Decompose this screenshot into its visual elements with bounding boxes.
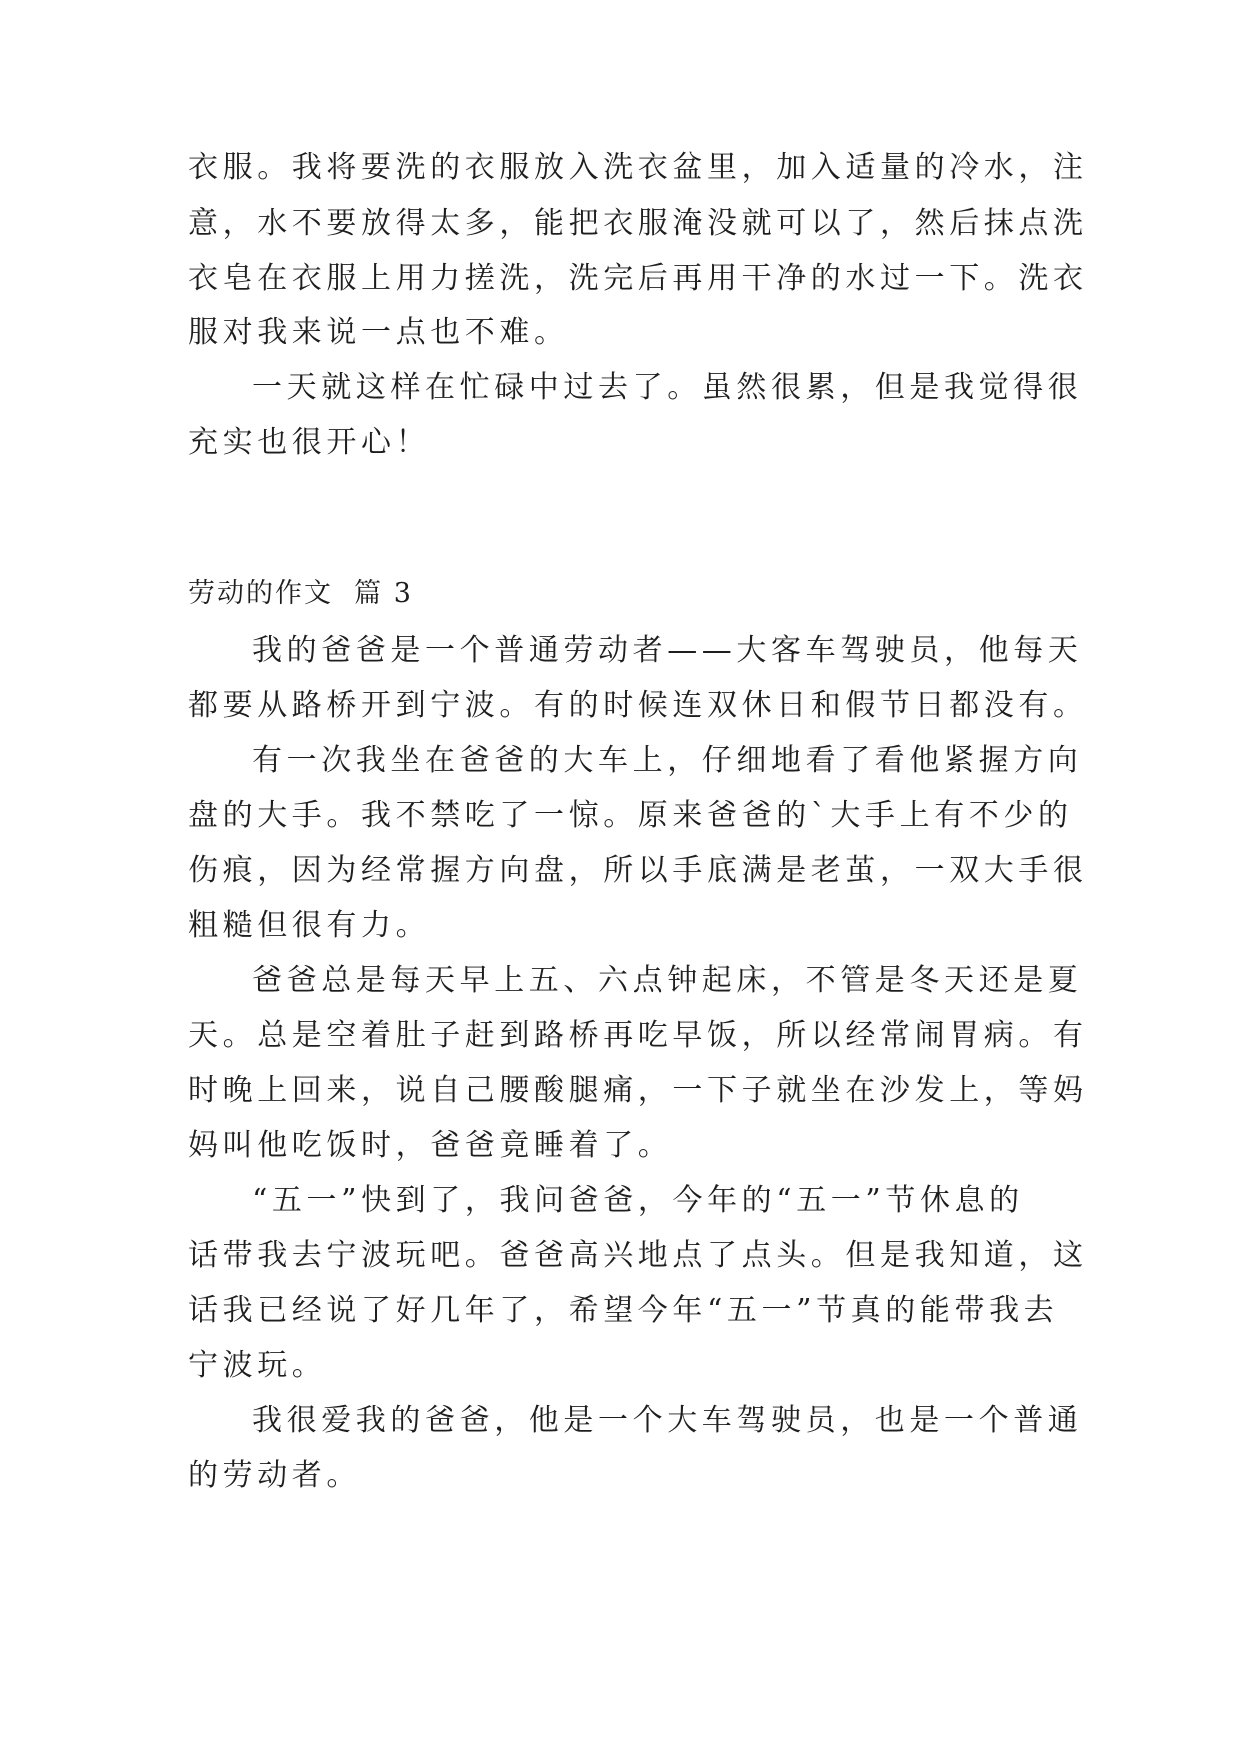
paragraph-line: 衣服。我将要洗的衣服放入洗衣盆里，加入适量的冷水，注 <box>188 150 1088 185</box>
paragraph-line: 充实也很开心！ <box>188 425 431 460</box>
paragraph-line: 我很爱我的爸爸，他是一个大车驾驶员，也是一个普通 <box>252 1403 1083 1438</box>
paragraph-line: 意，水不要放得太多，能把衣服淹没就可以了，然后抹点洗 <box>188 206 1088 241</box>
paragraph-line: 都要从路桥开到宁波。有的时候连双休日和假节日都没有。 <box>188 688 1088 723</box>
paragraph-line: 宁波玩。 <box>188 1348 327 1383</box>
paragraph-line: 盘的大手。我不禁吃了一惊。原来爸爸的`大手上有不少的 <box>188 798 1073 833</box>
paragraph-line: 有一次我坐在爸爸的大车上，仔细地看了看他紧握方向 <box>252 743 1083 778</box>
paragraph-line: 粗糙但很有力。 <box>188 908 431 943</box>
section-heading: 劳动的作文 篇 3 <box>188 578 413 609</box>
paragraph-line: 妈叫他吃饭时，爸爸竟睡着了。 <box>188 1128 673 1163</box>
paragraph-line: 时晚上回来，说自己腰酸腿痛，一下子就坐在沙发上，等妈 <box>188 1073 1088 1108</box>
paragraph-line: 爸爸总是每天早上五、六点钟起床，不管是冬天还是夏 <box>252 963 1083 998</box>
paragraph-line: 话我已经说了好几年了，希望今年“五一”节真的能带我去 <box>188 1293 1059 1328</box>
paragraph-line: 一天就这样在忙碌中过去了。虽然很累，但是我觉得很 <box>252 370 1083 405</box>
paragraph-line: 话带我去宁波玩吧。爸爸高兴地点了点头。但是我知道，这 <box>188 1238 1088 1273</box>
paragraph-line: 服对我来说一点也不难。 <box>188 315 569 350</box>
paragraph-line: 天。总是空着肚子赶到路桥再吃早饭，所以经常闹胃病。有 <box>188 1018 1088 1053</box>
paragraph-line: 衣皂在衣服上用力搓洗，洗完后再用干净的水过一下。洗衣 <box>188 261 1088 296</box>
paragraph-line: 的劳动者。 <box>188 1458 361 1493</box>
paragraph-line: “五一”快到了，我问爸爸，今年的“五一”节休息的 <box>252 1183 1024 1218</box>
paragraph-line: 我的爸爸是一个普通劳动者——大客车驾驶员，他每天 <box>252 633 1083 668</box>
paragraph-line: 伤痕，因为经常握方向盘，所以手底满是老茧，一双大手很 <box>188 853 1088 888</box>
